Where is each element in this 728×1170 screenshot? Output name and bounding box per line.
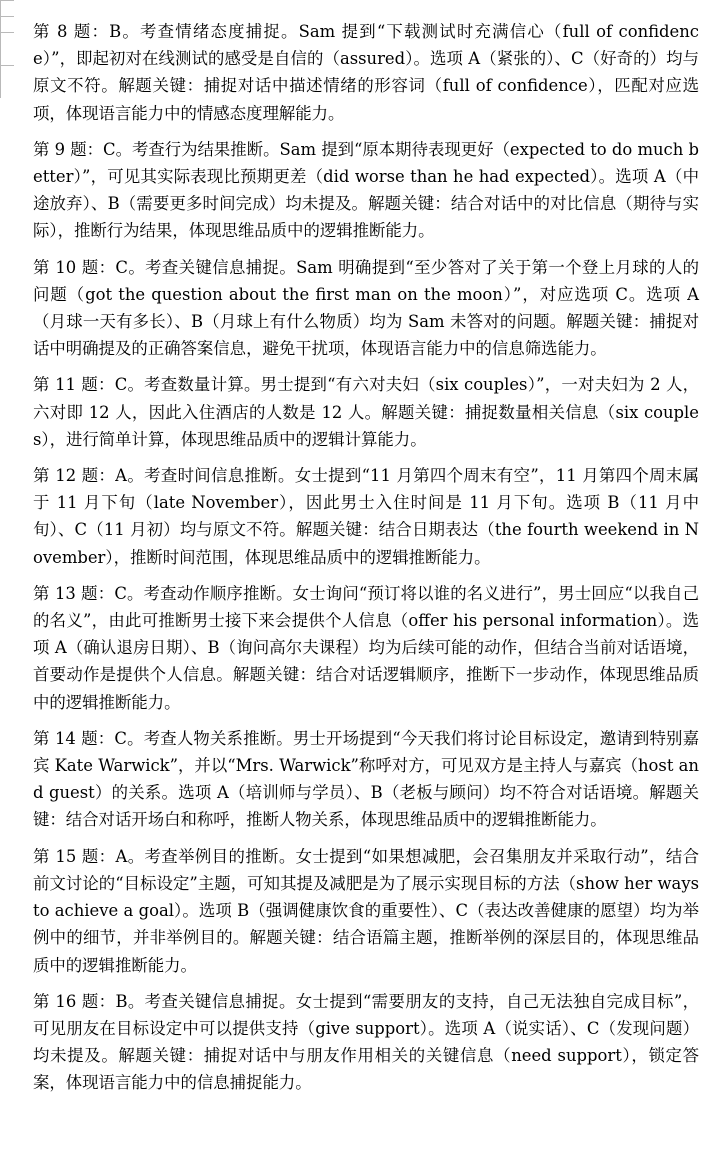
answer-letter: A。 <box>115 466 145 486</box>
answer-explanations <box>33 18 699 1106</box>
explanation-q14 <box>33 725 699 834</box>
explanation-text: 考查举例目的推断。女士提到“如果想减肥，会召集朋友并采取行动”，结合前文讨论的“目标设定”主题，可知其提及减肥是为了展示实现目标的方法（show her ways to achieve a goal）。选项 B（强调健康饮食的重要性）、C（表达改善健康的愿望）均为举例中的细节，并非举例目的。解题关键：结合语篇主题，推断举例的深层目的，体现思维品质中的逻辑推断能力。 <box>33 846 699 975</box>
crop-mark-bottom-right <box>0 66 1 98</box>
crop-mark-top-left <box>0 0 14 1</box>
explanation-q12 <box>33 462 699 571</box>
explanation-q13 <box>33 580 699 716</box>
answer-letter: C。 <box>103 139 132 159</box>
question-number: 第 12 题： <box>33 466 116 486</box>
explanation-text: 考查情绪态度捕捉。Sam 提到“下载测试时充满信心（full of confidence）”，即起初对在线测试的感受是自信的（assured）。选项 A（紧张的）、C（好奇的）均与原文不符。解题关键：捕捉对话中描述情绪的形容词（full of confidence），匹配对应选项，体现语言能力中的情感态度理解能力。 <box>33 22 699 123</box>
answer-letter: B。 <box>115 991 145 1011</box>
question-number: 第 13 题： <box>33 583 115 603</box>
question-number: 第 15 题： <box>33 846 116 866</box>
explanation-q15 <box>33 843 699 979</box>
question-number: 第 8 题： <box>33 22 110 41</box>
answer-letter: C。 <box>114 583 144 603</box>
explanation-text: 考查人物关系推断。男士开场提到“今天我们将讨论目标设定，邀请到特别嘉宾 Kate Warwick”，并以“Mrs. Warwick”称呼对方，可见双方是主持人与嘉宾（host and guest）的关系。选项 A（培训师与学员）、B（老板与顾问）均不符合对话语境。解题关键：结合对话开场白和称呼，推断人物关系，体现思维品质中的逻辑推断能力。 <box>33 728 700 830</box>
answer-letter: A。 <box>115 846 145 866</box>
answer-letter: C。 <box>115 257 146 277</box>
explanation-q10 <box>33 254 699 363</box>
question-number: 第 14 题： <box>33 728 115 748</box>
answer-letter: B。 <box>109 22 141 41</box>
explanation-text: 考查行为结果推断。Sam 提到“原本期待表现更好（expected to do much better）”，可见其实际表现比预期更差（did worse than he had expected）。选项 A（中途放弃）、B（需要更多时间完成）均未提及。解题关键：结合对话中的对比信息（期待与实际），推断行为结果，体现思维品质中的逻辑推断能力。 <box>33 139 699 241</box>
answer-letter: C。 <box>114 728 144 748</box>
crop-mark-top-left <box>0 1 1 16</box>
crop-mark-bottom-left <box>0 33 1 65</box>
explanation-q9 <box>33 136 699 245</box>
explanation-q11 <box>33 371 699 453</box>
crop-mark-top-right <box>0 17 1 32</box>
explanation-text: 考查动作顺序推断。女士询问“预订将以谁的名义进行”，男士回应“以我自己的名义”，由此可推断男士接下来会提供个人信息（offer his personal information）。选项 A（确认退房日期）、B（询问高尔夫课程）均为后续可能的动作，但结合当前对话语境，首要动作是提供个人信息。解题关键：结合对话逻辑顺序，推断下一步动作，体现思维品质中的逻辑推断能力。 <box>33 583 700 712</box>
explanation-text: 考查数量计算。男士提到“有六对夫妇（six couples）”，一对夫妇为 2 人，六对即 12 人，因此入住酒店的人数是 12 人。解题关键：捕捉数量相关信息（six couples），进行简单计算，体现思维品质中的逻辑计算能力。 <box>33 375 699 449</box>
crop-mark-bottom-left <box>0 32 14 33</box>
question-number: 第 10 题： <box>33 257 116 277</box>
explanation-text: 考查关键信息捕捉。Sam 明确提到“至少答对了关于第一个登上月球的人的问题（got the question about the first man on the moon）”，对应选项 C。选项 A（月球一天有多长）、B（月球上有什么物质）均为 Sam 未答对的问题。解题关键：捕捉对话中明确提及的正确答案信息，避免干扰项，体现语言能力中的信息筛选能力。 <box>33 257 699 359</box>
explanation-text: 考查关键信息捕捉。女士提到“需要朋友的支持，自己无法独自完成目标”，可见朋友在目标设定中可以提供支持（give support）。选项 A（说实话）、C（发现问题）均未提及。解题关键：捕捉对话中与朋友作用相关的关键信息（need support），锁定答案，体现语言能力中的信息捕捉能力。 <box>33 991 699 1093</box>
explanation-text: 考查时间信息推断。女士提到“11 月第四个周末有空”，11 月第四个周末属于 11 月下旬（late November），因此男士入住时间是 11 月下旬。选项 B（11 月中旬）、C（11 月初）均与原文不符。解题关键：结合日期表达（the fourth weekend in November），推断时间范围，体现思维品质中的逻辑推断能力。 <box>33 466 699 567</box>
explanation-q8 <box>33 18 699 127</box>
question-number: 第 16 题： <box>33 991 116 1011</box>
question-number: 第 11 题： <box>33 375 115 395</box>
explanation-q16 <box>33 988 699 1097</box>
crop-mark-bottom-right <box>0 65 14 66</box>
question-number: 第 9 题： <box>33 139 104 159</box>
crop-mark-top-right <box>0 16 14 17</box>
answer-letter: C。 <box>114 375 145 395</box>
